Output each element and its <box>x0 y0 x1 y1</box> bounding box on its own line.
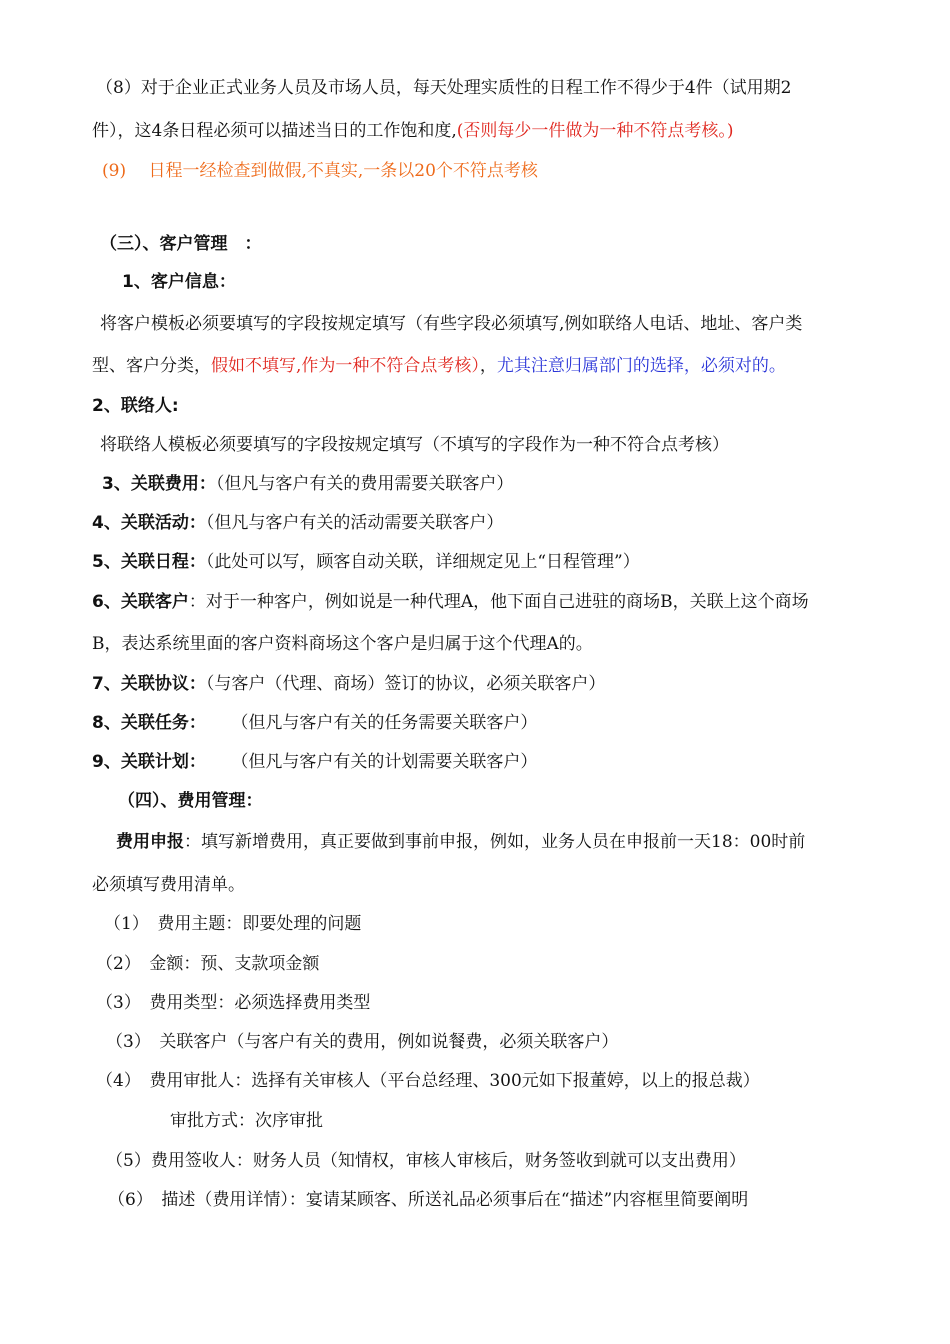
item9-line: (9) 日程一经检查到做假,不真实,一条以20个不符点考核 <box>102 161 538 181</box>
fee-item: （4） 费用审批人：选择有关审核人（平台总经理、300元如下报董婷，以上的报总裁） <box>96 1071 760 1091</box>
s4-heading: 4、关联活动： <box>92 513 206 533</box>
item8-line2 <box>92 120 733 142</box>
s4-line <box>92 512 503 534</box>
s5-line <box>92 551 640 573</box>
item8-penalty-note: (否则每少一件做为一种不符点考核。) <box>456 121 734 141</box>
s8-line <box>92 712 537 734</box>
s8-heading: 8、关联任务： <box>92 713 206 733</box>
s6-line1 <box>92 591 809 613</box>
s1-line2 <box>92 355 786 377</box>
s2-heading: 2、联络人: <box>92 396 179 416</box>
fee-item: （2） 金额：预、支款项金额 <box>96 954 320 974</box>
s1-separator: ， <box>479 356 497 376</box>
s9-line <box>92 751 537 773</box>
s6-heading: 6、关联客户 <box>92 592 189 612</box>
s1-line1: 将客户模板必须要填写的字段按规定填写（有些字段必须填写,例如联络人电话、地址、客户类 <box>100 314 803 334</box>
s2-line1: 将联络人模板必须要填写的字段按规定填写（不填写的字段作为一种不符合点考核） <box>100 435 729 455</box>
s5-text: （此处可以写，顾客自动关联，详细规定见上“日程管理”） <box>205 552 640 572</box>
s3-text: （但凡与客户有关的费用需要关联客户） <box>215 474 514 494</box>
item8-line2-text: 件），这4条日程必须可以描述当日的工作饱和度, <box>92 121 457 141</box>
s9-heading: 9、关联计划： <box>92 752 206 772</box>
report-label: 费用申报 <box>116 832 184 852</box>
s1-department-note: 尤其注意归属部门的选择，必须对的。 <box>496 356 786 376</box>
s7-text: （与客户（代理、商场）签订的协议，必须关联客户） <box>205 674 606 694</box>
s3-line <box>102 473 513 495</box>
s7-heading: 7、关联协议： <box>92 674 206 694</box>
section4-title: （四）、费用管理： <box>118 791 263 811</box>
s6-line2: B，表达系统里面的客户资料商场这个客户是归属于这个代理A的。 <box>92 634 593 654</box>
s1-heading: 1、客户信息： <box>122 272 236 292</box>
s1-penalty-note: 假如不填写,作为一种不符合点考核） <box>211 356 480 376</box>
fee-item: （3） 关联客户（与客户有关的费用，例如说餐费，必须关联客户） <box>106 1032 619 1052</box>
fee-approval-method: 审批方式：次序审批 <box>170 1111 323 1131</box>
report-line1 <box>116 831 805 853</box>
s3-heading: 3、关联费用： <box>102 474 216 494</box>
s7-line <box>92 673 605 695</box>
s6-text1: ：对于一种客户，例如说是一种代理A，他下面自己进驻的商场B，关联上这个商场 <box>188 592 809 612</box>
s9-text: （但凡与客户有关的计划需要关联客户） <box>239 752 538 772</box>
fee-item: （3） 费用类型：必须选择费用类型 <box>96 993 371 1013</box>
item8-line1: （8）对于企业正式业务人员及市场人员，每天处理实质性的日程工作不得少于4件（试用期2 <box>96 78 792 98</box>
fee-item: （1） 费用主题：即要处理的问题 <box>104 914 362 934</box>
report-text1: ：填写新增费用，真正要做到事前申报，例如，业务人员在申报前一天18：00时前 <box>184 832 806 852</box>
fee-item: （5）费用签收人：财务人员（知情权，审核人审核后，财务签收到就可以支出费用） <box>106 1151 746 1171</box>
section3-title: （三）、客户管理 ： <box>100 234 262 254</box>
fee-item: （6） 描述（费用详情）：宴请某顾客、所送礼品必须事后在“描述”内容框里简要阐明 <box>108 1190 749 1210</box>
s4-text: （但凡与客户有关的活动需要关联客户） <box>205 513 504 533</box>
s5-heading: 5、关联日程： <box>92 552 206 572</box>
s1-line2-text: 型、客户分类， <box>92 356 211 376</box>
s8-text: （但凡与客户有关的任务需要关联客户） <box>239 713 538 733</box>
report-line2: 必须填写费用清单。 <box>92 875 245 895</box>
